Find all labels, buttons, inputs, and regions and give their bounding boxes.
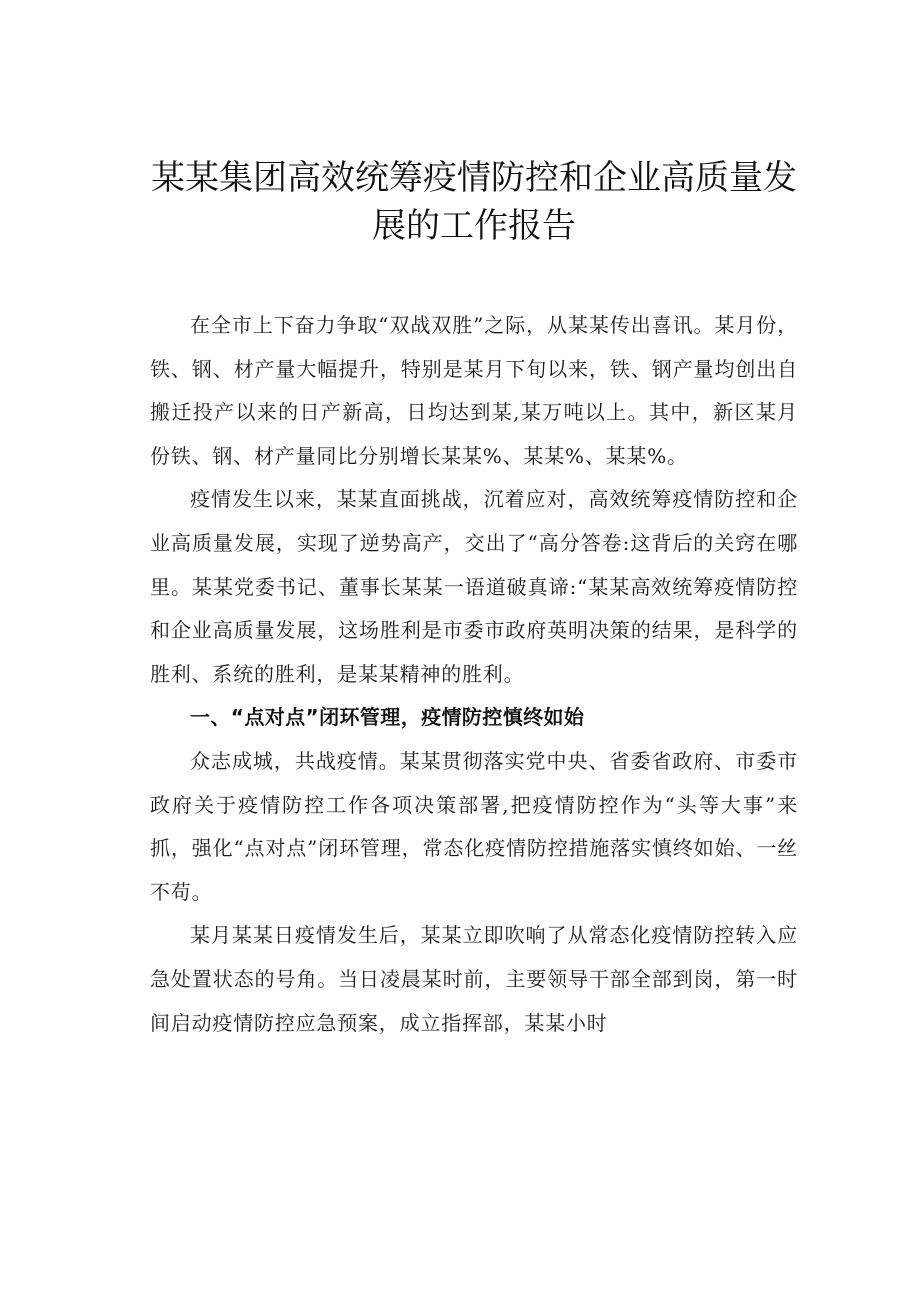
body-paragraph: 在全市上下奋力争取“双战双胜”之际，从某某传出喜讯。某月份，铁、钢、材产量大幅提升，特别是某月下旬以来，铁、钢产量均创出自搬迁投产以来的日产新高，日均达到某,某万吨以上。其中，新区某月份铁、钢、材产量同比分别增长某某%、某某%、某某%。 — [150, 313, 798, 468]
document-page — [150, 0, 798, 1045]
document-body — [150, 304, 798, 1045]
body-paragraph: 疫情发生以来，某某直面挑战，沉着应对，高效统筹疫情防控和企业高质量发展，实现了逆势高产，交出了“高分答卷:这背后的关窍在哪里。某某党委书记、董事长某某一语道破真谛:“某某高效统筹疫情防控和企业高质量发展，这场胜利是市委市政府英明决策的结果，是科学的胜利、系统的胜利，是某某精神的胜利。 — [150, 487, 798, 686]
document-title: 某某集团高效统筹疫情防控和企业高质量发展的工作报告 — [151, 158, 797, 246]
body-paragraph: 某月某某日疫情发生后，某某立即吹响了从常态化疫情防控转入应急处置状态的号角。当日凌晨某时前，主要领导干部全部到岗，第一时间启动疫情防控应急预案，成立指挥部，某某小时 — [150, 923, 798, 1035]
body-paragraph: 众志成城，共战疫情。某某贯彻落实党中央、省委省政府、市委市政府关于疫情防控工作各项决策部署,把疫情防控作为“头等大事”来抓，强化“点对点”闭环管理，常态化疫情防控措施落实慎终如始、一丝不苟。 — [150, 748, 798, 904]
section-heading: 一、“点对点”闭环管理，疫情防控慎终如始 — [190, 705, 585, 730]
